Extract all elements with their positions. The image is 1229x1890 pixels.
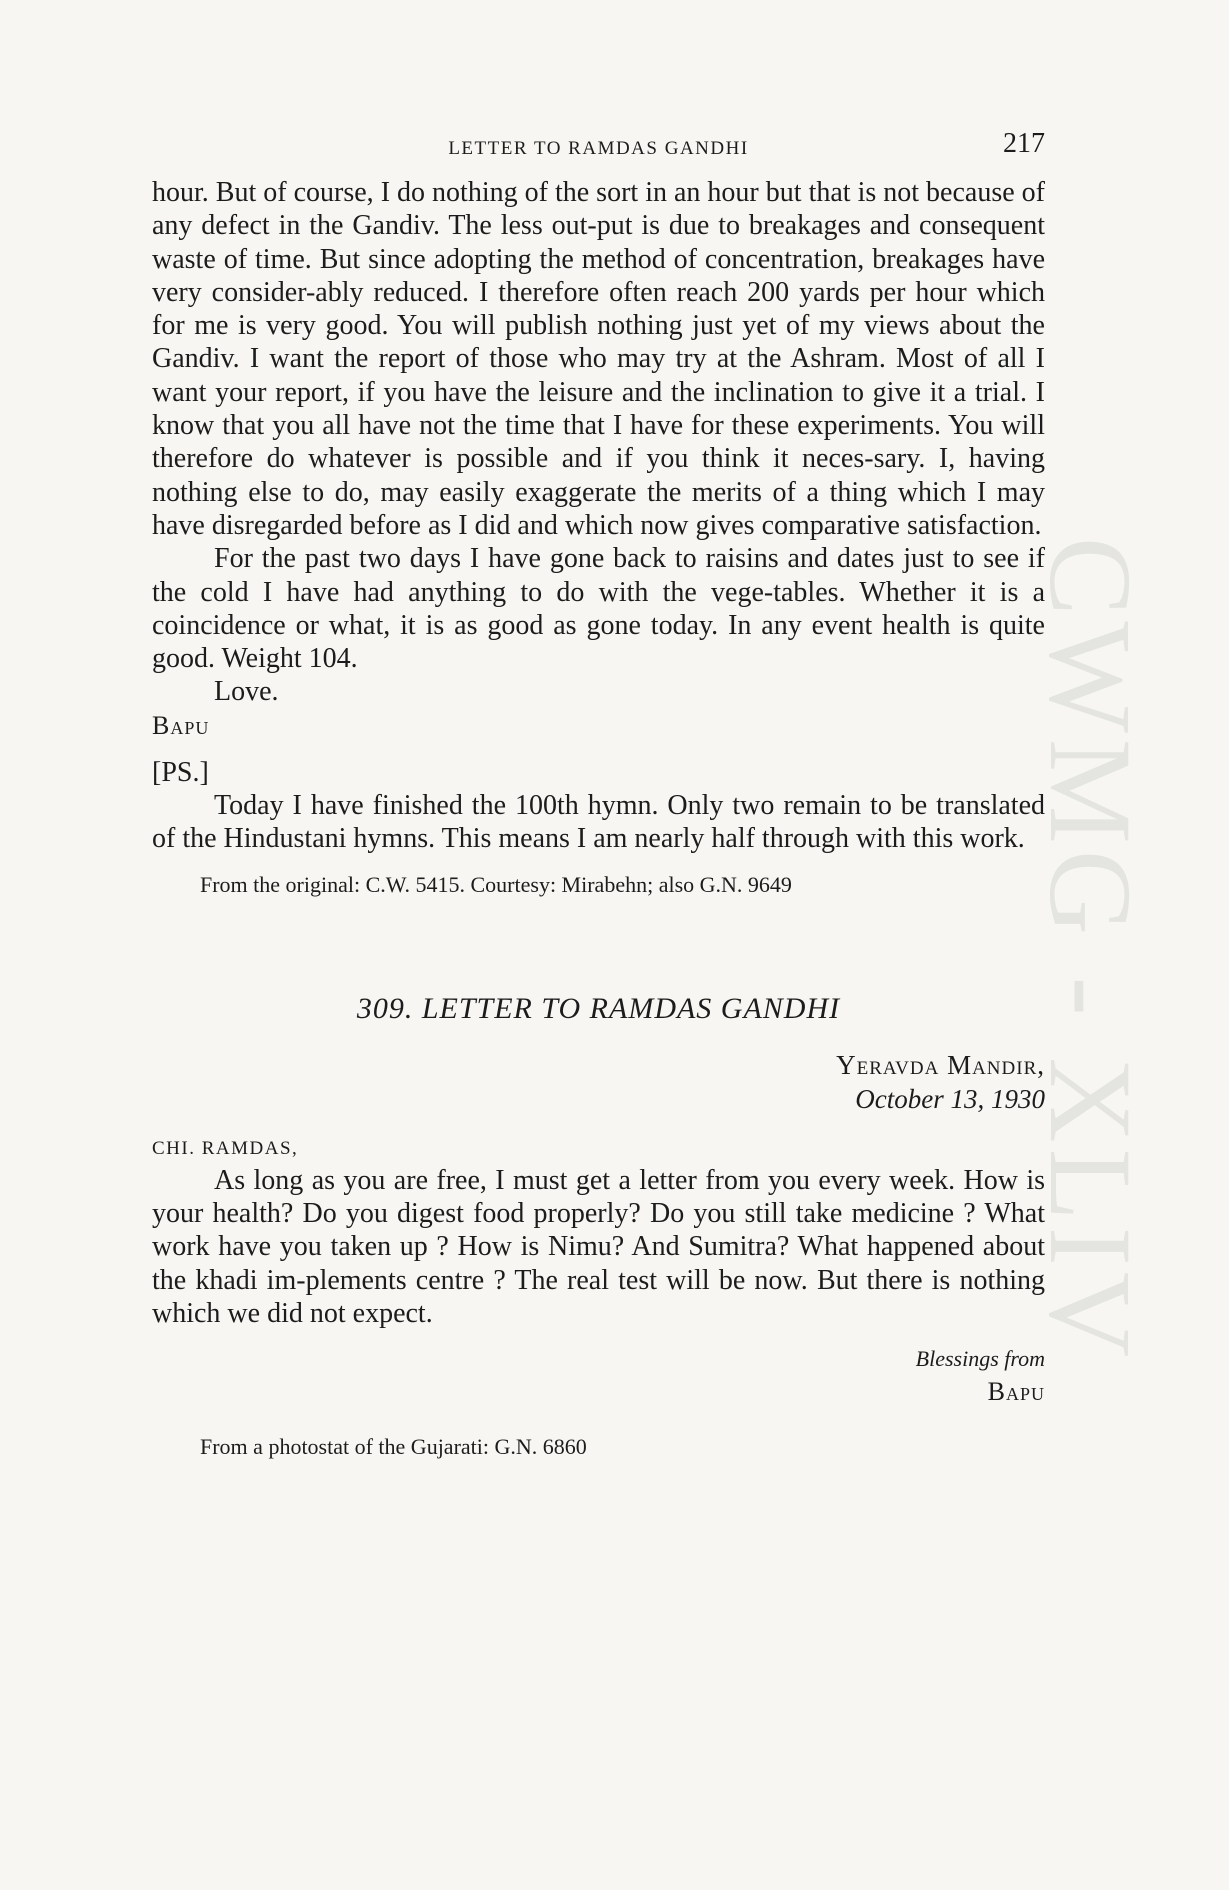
letter2-date: October 13, 1930 <box>855 1083 1045 1114</box>
watermark-text: CWMG - XLIV <box>1025 536 1157 1364</box>
letter2-title: 309. LETTER TO RAMDAS GANDHI <box>356 991 841 1025</box>
letter2-source: From a photostat of the Gujarati: G.N. 6860 <box>200 1434 587 1460</box>
page-number: 217 <box>1003 128 1045 159</box>
letter1-source: From the original: C.W. 5415. Courtesy: Mirabehn; also G.N. 9649 <box>200 871 792 897</box>
postscript-label: [PS.] <box>152 756 209 788</box>
letter2-salutation: CHI. RAMDAS, <box>152 1137 299 1159</box>
page-body <box>152 176 1045 1462</box>
letter1-paragraph-1: hour. But of course, I do nothing of the sort in an hour but that is not because of any defect in the Gandiv. The less out-put is due to breakages and consequent waste of time. But since adopting the method of concentration, breakages have very consider-ably reduced. I therefore often reach 200 yards per hour which for me is very good. You will publish nothing just yet of my views about the Gandiv. I want the report of those who may try at the Ashram. Most of all I want your report, if you have the leisure and the inclination to give it a trial. I know that you all have not the time that I have for these experiments. You will therefore do whatever is possible and if you think it neces-sary. I, having nothing else to do, may easily exaggerate the merits of a thing which I may have disregarded before as I did and which now gives comparative satisfaction. <box>152 177 1045 541</box>
letter1-closing: Love. <box>214 676 279 708</box>
postscript-text: Today I have finished the 100th hymn. Only two remain to be translated of the Hindustani hymns. This means I am nearly half through with this work. <box>152 790 1045 855</box>
letter2-blessing: Blessings from <box>915 1346 1045 1372</box>
letter1-signature: Bapu <box>152 710 210 740</box>
letter2-body: As long as you are free, I must get a letter from you every week. How is your health? Do you digest food properly? Do you still take medicine ? What work have you taken up ? How is Nimu? And Sumitra? What happened about the khadi im-plements centre ? The real test will be now. But there is nothing which we did not expect. <box>152 1164 1045 1329</box>
page-header <box>152 128 1045 168</box>
letter2-signature: Bapu <box>987 1377 1045 1407</box>
letter1-paragraph-2: For the past two days I have gone back to raisins and dates just to see if the cold I have had anything to do with the vege-tables. Whether it is a coincidence or what, it is as good as gone today. In any event health is quite good. Weight 104. <box>152 543 1045 675</box>
letter2-place: Yeravda Mandir, <box>836 1049 1045 1080</box>
running-title: LETTER TO RAMDAS GANDHI <box>448 138 749 159</box>
